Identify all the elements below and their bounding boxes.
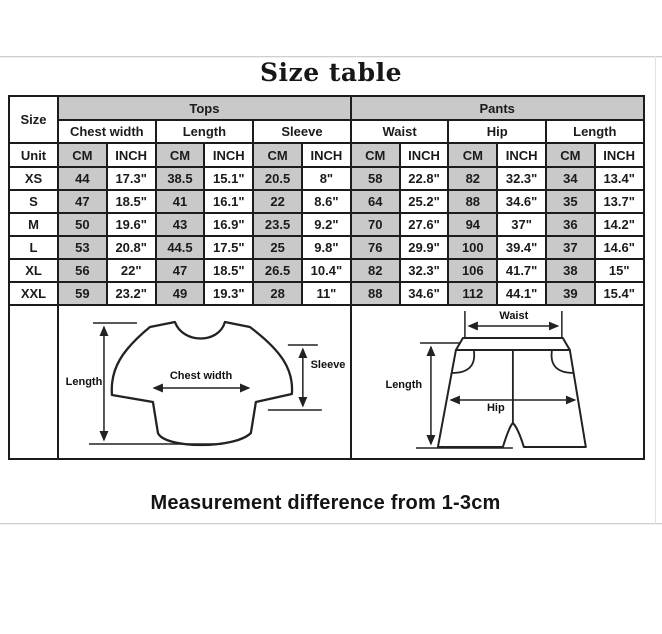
- value-cell: 43: [156, 213, 205, 236]
- value-cell: 106: [448, 259, 497, 282]
- unit-cm-cell: CM: [58, 143, 107, 167]
- value-cell: 94: [448, 213, 497, 236]
- value-cell: 88: [448, 190, 497, 213]
- size-cell: S: [9, 190, 58, 213]
- value-cell: 26.5: [253, 259, 302, 282]
- value-cell: 50: [58, 213, 107, 236]
- table-row-xxl: [9, 282, 644, 305]
- unit-inch-cell: INCH: [204, 143, 253, 167]
- value-cell: 44.1": [497, 282, 546, 305]
- tshirt-diagram: [59, 306, 350, 458]
- value-cell: 22": [107, 259, 156, 282]
- value-cell: 38.5: [156, 167, 205, 190]
- value-cell: 14.2": [595, 213, 644, 236]
- size-cell: M: [9, 213, 58, 236]
- value-cell: 35: [546, 190, 595, 213]
- value-cell: 20.8": [107, 236, 156, 259]
- shorts-diagram-cell: [351, 305, 644, 459]
- value-cell: 15.1": [204, 167, 253, 190]
- group-header-pants: Pants: [351, 96, 644, 120]
- value-cell: 15": [595, 259, 644, 282]
- table-row-s: [9, 190, 644, 213]
- value-cell: 18.5": [107, 190, 156, 213]
- unit-cm-cell: CM: [156, 143, 205, 167]
- page-top-divider: [0, 56, 662, 57]
- size-cell: XXL: [9, 282, 58, 305]
- shorts-hip-label: Hip: [486, 402, 505, 414]
- value-cell: 76: [351, 236, 400, 259]
- col-header-top-length: Length: [156, 120, 254, 143]
- size-cell: XS: [9, 167, 58, 190]
- col-header-sleeve: Sleeve: [253, 120, 351, 143]
- value-cell: 34.6": [400, 282, 449, 305]
- unit-inch-cell: INCH: [400, 143, 449, 167]
- value-cell: 49: [156, 282, 205, 305]
- col-header-waist: Waist: [351, 120, 449, 143]
- value-cell: 17.5": [204, 236, 253, 259]
- value-cell: 56: [58, 259, 107, 282]
- page-right-edge: [655, 56, 656, 524]
- table-row-m: [9, 213, 644, 236]
- value-cell: 9.2": [302, 213, 351, 236]
- value-cell: 16.1": [204, 190, 253, 213]
- value-cell: 19.3": [204, 282, 253, 305]
- value-cell: 18.5": [204, 259, 253, 282]
- col-header-hip: Hip: [448, 120, 546, 143]
- value-cell: 11": [302, 282, 351, 305]
- value-cell: 29.9": [400, 236, 449, 259]
- value-cell: 70: [351, 213, 400, 236]
- value-cell: 25.2": [400, 190, 449, 213]
- value-cell: 39: [546, 282, 595, 305]
- value-cell: 82: [448, 167, 497, 190]
- size-header-cell: Size: [9, 96, 58, 143]
- value-cell: 41: [156, 190, 205, 213]
- unit-cm-cell: CM: [448, 143, 497, 167]
- tshirt-chest-width-label: Chest width: [169, 370, 233, 382]
- value-cell: 13.7": [595, 190, 644, 213]
- value-cell: 14.6": [595, 236, 644, 259]
- value-cell: 58: [351, 167, 400, 190]
- value-cell: 59: [58, 282, 107, 305]
- value-cell: 44.5: [156, 236, 205, 259]
- col-header-chest-width: Chest width: [58, 120, 156, 143]
- tshirt-diagram-cell: [58, 305, 351, 459]
- value-cell: 47: [156, 259, 205, 282]
- unit-inch-cell: INCH: [302, 143, 351, 167]
- value-cell: 88: [351, 282, 400, 305]
- value-cell: 41.7": [497, 259, 546, 282]
- table-row-xs: [9, 167, 644, 190]
- measurement-note: Measurement difference from 1-3cm: [150, 492, 501, 514]
- value-cell: 19.6": [107, 213, 156, 236]
- value-cell: 10.4": [302, 259, 351, 282]
- value-cell: 17.3": [107, 167, 156, 190]
- unit-inch-cell: INCH: [497, 143, 546, 167]
- value-cell: 23.5: [253, 213, 302, 236]
- value-cell: 13.4": [595, 167, 644, 190]
- size-cell: L: [9, 236, 58, 259]
- unit-inch-cell: INCH: [595, 143, 644, 167]
- value-cell: 112: [448, 282, 497, 305]
- value-cell: 64: [351, 190, 400, 213]
- value-cell: 37": [497, 213, 546, 236]
- value-cell: 27.6": [400, 213, 449, 236]
- value-cell: 32.3": [497, 167, 546, 190]
- value-cell: 34.6": [497, 190, 546, 213]
- value-cell: 16.9": [204, 213, 253, 236]
- value-cell: 9.8": [302, 236, 351, 259]
- value-cell: 8": [302, 167, 351, 190]
- unit-cm-cell: CM: [253, 143, 302, 167]
- shorts-length-label: Length: [385, 379, 423, 391]
- value-cell: 25: [253, 236, 302, 259]
- col-header-pant-length: Length: [546, 120, 644, 143]
- value-cell: 39.4": [497, 236, 546, 259]
- value-cell: 22: [253, 190, 302, 213]
- value-cell: 38: [546, 259, 595, 282]
- shorts-waist-label: Waist: [499, 310, 529, 322]
- size-table: [8, 95, 645, 460]
- value-cell: 53: [58, 236, 107, 259]
- unit-cm-cell: CM: [351, 143, 400, 167]
- value-cell: 100: [448, 236, 497, 259]
- page-title: Size table: [260, 58, 402, 87]
- table-row-xl: [9, 259, 644, 282]
- value-cell: 32.3": [400, 259, 449, 282]
- value-cell: 34: [546, 167, 595, 190]
- value-cell: 37: [546, 236, 595, 259]
- value-cell: 36: [546, 213, 595, 236]
- page-bottom-divider: [0, 523, 662, 524]
- size-cell: XL: [9, 259, 58, 282]
- value-cell: 28: [253, 282, 302, 305]
- unit-header-cell: Unit: [9, 143, 58, 167]
- value-cell: 22.8": [400, 167, 449, 190]
- value-cell: 47: [58, 190, 107, 213]
- unit-inch-cell: INCH: [107, 143, 156, 167]
- shorts-diagram: [352, 306, 643, 458]
- value-cell: 8.6": [302, 190, 351, 213]
- value-cell: 44: [58, 167, 107, 190]
- value-cell: 20.5: [253, 167, 302, 190]
- tshirt-length-label: Length: [65, 376, 103, 388]
- value-cell: 23.2": [107, 282, 156, 305]
- value-cell: 15.4": [595, 282, 644, 305]
- empty-cell: [9, 305, 58, 459]
- tshirt-sleeve-label: Sleeve: [310, 359, 346, 371]
- group-header-tops: Tops: [58, 96, 351, 120]
- table-row-l: [9, 236, 644, 259]
- value-cell: 82: [351, 259, 400, 282]
- unit-cm-cell: CM: [546, 143, 595, 167]
